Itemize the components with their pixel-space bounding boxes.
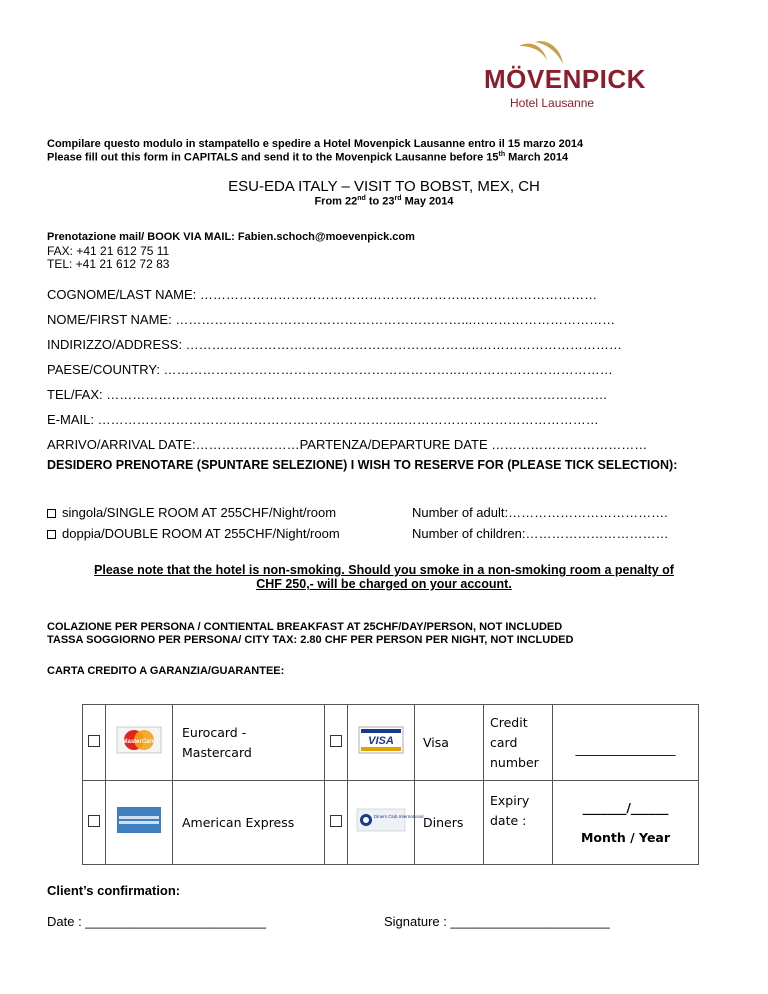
visa-checkbox[interactable]: [330, 735, 342, 747]
expiry-label-cell: [484, 781, 553, 865]
event-month: May 2014: [401, 195, 454, 208]
event-sup2: rd: [394, 195, 402, 202]
logo-subtitle: Hotel Lausanne: [510, 96, 595, 110]
expiry-label-1: Expiry: [490, 793, 530, 808]
cc-label-3: number: [490, 754, 539, 770]
intro-en-tail: March 2014: [505, 151, 569, 164]
dates-field[interactable]: ARRIVO/ARRIVAL DATE:……………………PARTENZA/DEPARTURE DATE ………………………………: [47, 437, 648, 452]
cc-number-label-cell: [484, 705, 553, 781]
event-title: ESU-EDA ITALY – VISIT TO BOBST, MEX, CH: [228, 178, 540, 195]
amex-checkbox-cell[interactable]: [83, 781, 106, 865]
single-label: singola/SINGLE ROOM AT 255CHF/Night/room: [62, 505, 337, 520]
eurocard-label-cell: [173, 705, 325, 781]
cc-label-2: card: [490, 734, 518, 750]
eurocard-checkbox[interactable]: [88, 735, 100, 747]
intro-en-text: Please fill out this form in CAPITALS and send it to the Movenpick Lausanne before 15: [47, 151, 499, 164]
double-room-option[interactable]: [47, 526, 340, 541]
adults-field[interactable]: Number of adult:……………………………….: [412, 505, 668, 520]
lastname-field[interactable]: COGNOME/LAST NAME: ……………………………………………………..…………………………: [47, 287, 598, 302]
amex-logo-cell: [106, 781, 173, 865]
reserve-heading: DESIDERO PRENOTARE (SPUNTARE SELEZIONE) I WISH TO RESERVE FOR (PLEASE TICK SELECTION):: [47, 458, 678, 472]
amex-label: American Express: [173, 781, 325, 865]
eurocard-label-2: Mastercard: [182, 744, 252, 760]
diners-logo-text: Diners Club International: [374, 814, 424, 819]
telfax-field[interactable]: TEL/FAX: …………………………………………………………..…………………………………………: [47, 387, 608, 402]
diners-label: Diners: [415, 781, 484, 865]
email-field[interactable]: E-MAIL: ……………………………………………………………..………………………………………: [47, 412, 599, 427]
intro-line-it: Compilare questo modulo in stampatello e spedire a Hotel Movenpick Lausanne entro il 15 marzo 2014: [47, 138, 584, 150]
mastercard-icon: [117, 727, 161, 753]
hotel-logo: [480, 40, 646, 110]
fax-number: FAX: +41 21 612 75 11: [47, 244, 170, 258]
smoking-notice: [0, 563, 768, 591]
mastercard-logo-text: MasterCard: [122, 739, 156, 745]
tel-number: TEL: +41 21 612 72 83: [47, 257, 170, 271]
diners-checkbox[interactable]: [330, 815, 342, 827]
month-year-label: Month / Year: [580, 829, 671, 845]
amex-checkbox[interactable]: [88, 815, 100, 827]
visa-checkbox-cell[interactable]: [325, 705, 348, 781]
diners-logo-cell: [348, 781, 424, 865]
diners-checkbox-cell[interactable]: [325, 781, 348, 865]
event-dates: [0, 195, 768, 208]
country-field[interactable]: PAESE/COUNTRY: …………………………………………………………..………………………………: [47, 362, 613, 377]
eurocard-label-1: Eurocard -: [182, 724, 247, 740]
cc-label-1: Credit: [490, 714, 528, 730]
firstname-field[interactable]: NOME/FIRST NAME: …………………………………………………………...……………………………: [47, 312, 616, 327]
cc-number-line[interactable]: ________________: [575, 740, 676, 756]
expiry-field[interactable]: [553, 781, 699, 865]
event-to: to 23: [365, 195, 395, 208]
double-label: doppia/DOUBLE ROOM AT 255CHF/Night/room: [62, 526, 340, 541]
visa-logo-text: VISA: [368, 735, 394, 747]
double-checkbox[interactable]: [47, 530, 56, 539]
single-room-option[interactable]: [47, 505, 336, 520]
visa-label: Visa: [415, 705, 484, 781]
mastercard-logo-cell: [106, 705, 173, 781]
event-sup1: nd: [357, 195, 366, 202]
citytax-note: TASSA SOGGIORNO PER PERSONA/ CITY TAX: 2.80 CHF PER PERSON PER NIGHT, NOT INCLUDED: [47, 634, 574, 646]
date-signature-field[interactable]: Date : _________________________: [47, 914, 267, 929]
diners-icon: [357, 809, 424, 831]
single-checkbox[interactable]: [47, 509, 56, 518]
notice-line1: Please note that the hotel is non-smoking. Should you smoke in a non-smoking room a penalty of: [94, 563, 674, 577]
event-from: From 22: [314, 195, 358, 208]
booking-email: Prenotazione mail/ BOOK VIA MAIL: Fabien.schoch@moevenpick.com: [47, 231, 415, 243]
notice-line2: CHF 250,- will be charged on your account.: [256, 577, 512, 591]
logo-brand: MÖVENPICK: [484, 64, 646, 94]
intro-line-en: [47, 151, 568, 164]
signature-field[interactable]: Signature : ______________________: [384, 914, 610, 929]
bird-icon: [517, 40, 567, 66]
cc-number-field[interactable]: [553, 705, 699, 781]
eurocard-checkbox-cell[interactable]: [83, 705, 106, 781]
breakfast-note: COLAZIONE PER PERSONA / CONTIENTAL BREAKFAST AT 25CHF/DAY/PERSON, NOT INCLUDED: [47, 621, 563, 633]
visa-icon: [359, 727, 403, 753]
credit-card-table: [82, 704, 699, 865]
client-confirmation-heading: Client’s confirmation:: [47, 883, 181, 898]
visa-logo-cell: [348, 705, 415, 781]
address-field[interactable]: INDIRIZZO/ADDRESS: …………………………………………………………..……………………………: [47, 337, 622, 352]
expiry-line[interactable]: _______/______: [582, 799, 669, 815]
children-field[interactable]: Number of children:……………………………: [412, 526, 669, 541]
guarantee-heading: CARTA CREDITO A GARANZIA/GUARANTEE:: [47, 665, 285, 677]
expiry-label-2: date :: [490, 813, 527, 828]
intro-en-sup: th: [498, 151, 506, 158]
amex-icon: [117, 807, 161, 833]
